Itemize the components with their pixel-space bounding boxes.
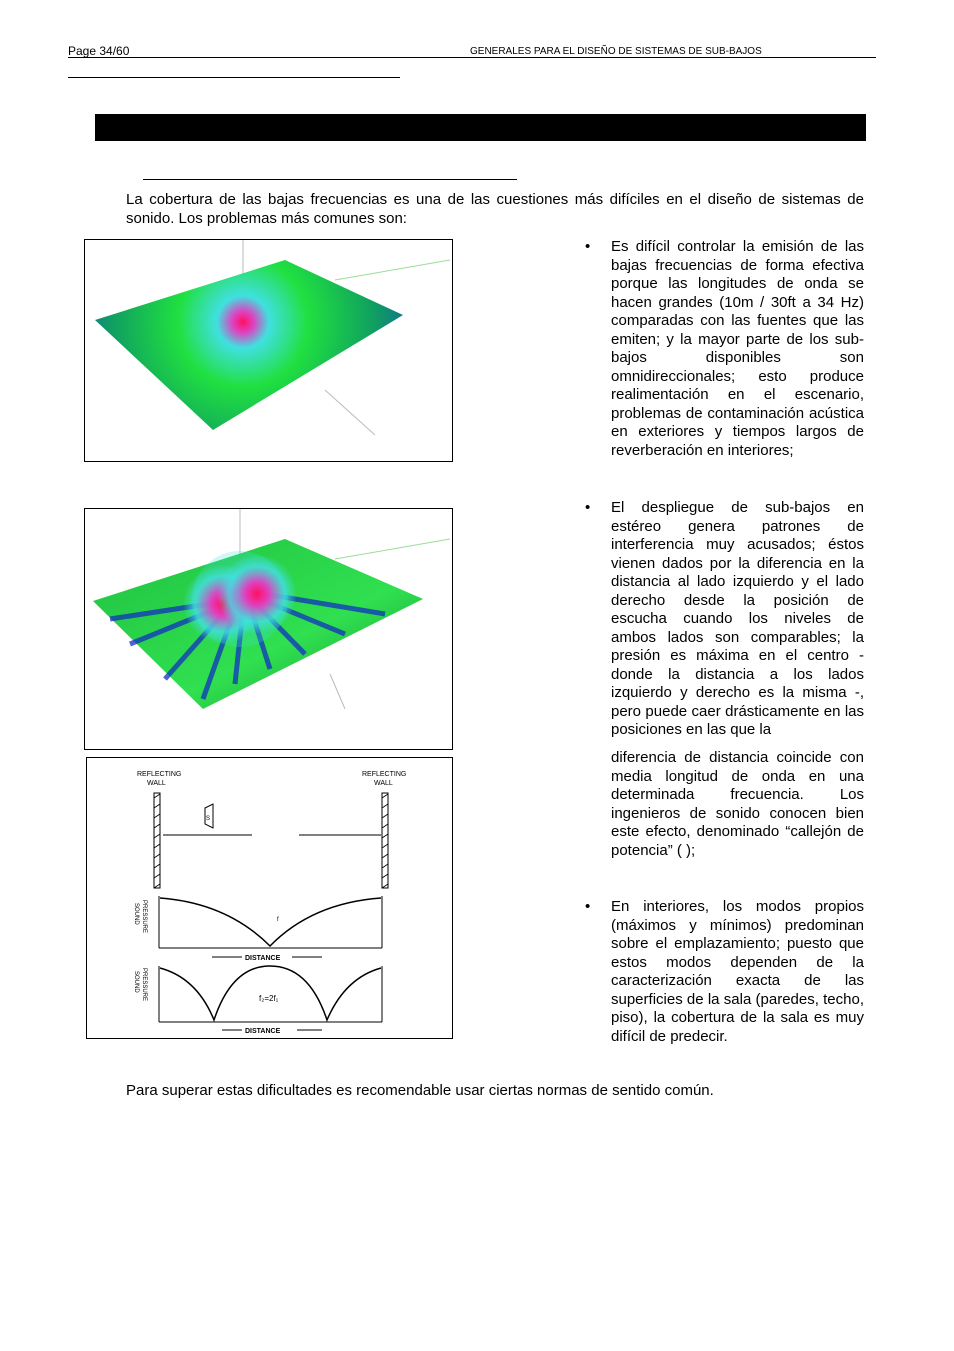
pressure-curve-1 — [160, 898, 381, 946]
header-rule — [68, 57, 876, 58]
stereo-interference-plot — [85, 509, 452, 749]
axis1-label-b: PRESSURE — [141, 900, 147, 934]
bullet-2-text-a: El despliegue de sub-bajos en estéreo genera patrones de interferencia muy acusados; éstos vienen dados por la diferencia en la distancia al lado izquierdo y el lado derecho desde la posición de escucha cuando los niveles de ambos lados son comparables; la presión es máxima en el centro - donde la distancia a los lados izquierdo y derecho es la misma -, pero puede caer drásticamente en las posiciones en las que la — [611, 499, 864, 738]
header-rule-short — [68, 77, 400, 78]
bullet-marker-1: • — [585, 238, 591, 255]
figure-room-modes — [86, 757, 453, 1039]
f2-label: f₂=2f₁ — [259, 994, 279, 1003]
header-title: GENERALES PARA EL DISEÑO DE SISTEMAS DE SUB-BAJOS — [470, 46, 762, 57]
axis2-label-a: SOUND — [133, 971, 139, 993]
axis1-label-a: SOUND — [133, 903, 139, 925]
room-modes-diagram — [87, 758, 452, 1038]
bullet-1-text: Es difícil controlar la emisión de las bajas frecuencias de forma efectiva porque las longitudes de onda se hacen grandes (10m / 30ft a 34 Hz) comparadas con las fuentes que las emiten; y la mayor parte de los sub-bajos disponibles son omnidireccionales; esto produce realimentación en el escenario, problemas de contaminación acústica en exteriores y tiempos largos de reverberación en interiores; — [611, 238, 864, 459]
subheading-rule — [143, 179, 517, 180]
wall-right-label-1: REFLECTING — [362, 771, 407, 778]
intro-paragraph: La cobertura de las bajas frecuencias es una de las cuestiones más difíciles en el diseño de sistemas de sonido. Los problemas más comunes son: — [126, 191, 864, 227]
distance2-label: DISTANCE — [245, 1028, 281, 1035]
pressure-curve-2 — [160, 966, 381, 1020]
wall-left-label-1: REFLECTING — [137, 771, 182, 778]
bullet-2-text-b: diferencia de distancia coincide con media longitud de onda en una determinada frecuencia. Los ingenieros de sonido conocen bien este efecto, denominado “callejón de potencia” ( ); — [611, 749, 864, 859]
closing-paragraph: Para superar estas dificultades es recomendable usar ciertas normas de sentido común. — [126, 1082, 714, 1099]
speaker-mark: S — [206, 816, 211, 822]
wall-right-label-2: WALL — [374, 780, 393, 787]
bullet-marker-3: • — [585, 898, 591, 915]
figure-stereo-interference — [84, 508, 453, 750]
bullet-3-text: En interiores, los modos propios (máximos y mínimos) predominan sobre el emplazamiento; puesto que estos modos dependen de la caracterización exacta de las superficies de la sala (paredes, techo, piso), la cobertura de la sala es muy difícil de predecir. — [611, 898, 864, 1045]
axis2-label-b: PRESSURE — [141, 968, 147, 1002]
bullet-marker-2: • — [585, 499, 591, 516]
section-heading-bar — [95, 114, 866, 141]
f1-label: f — [277, 917, 279, 923]
page-number: Page 34/60 — [68, 44, 130, 58]
figure-single-source — [84, 239, 453, 462]
distance1-label: DISTANCE — [245, 955, 281, 962]
wall-left-label-2: WALL — [147, 780, 166, 787]
single-source-plot — [85, 240, 452, 461]
